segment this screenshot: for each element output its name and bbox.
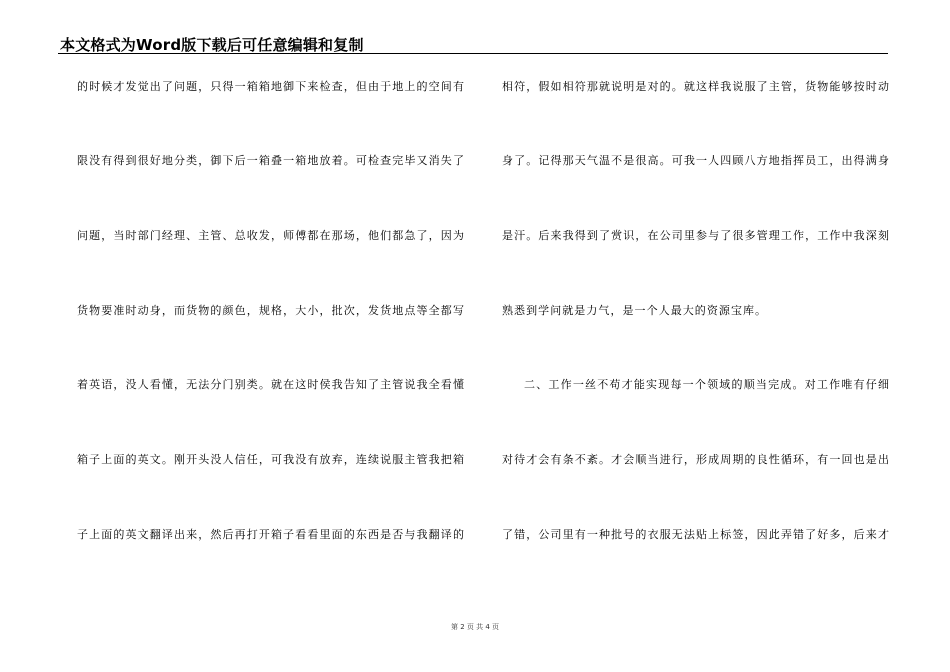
left-line-4: 货物要准时动身，而货物的颜色，规格，大小，批次，发货地点等全都写 (77, 304, 465, 317)
left-line-7: 子上面的英文翻译出来，然后再打开箱子看看里面的东西是否与我翻译的 (77, 528, 465, 541)
right-line-6: 对待才会有条不紊。才会顺当进行，形成周期的良性循环，有一回也是出 (502, 453, 890, 466)
right-line-2: 身了。记得那天气温不是很高。可我一人四顾八方地指挥员工，出得满身 (502, 154, 890, 167)
right-line-7: 了错，公司里有一种批号的衣服无法贴上标签，因此弄错了好多，后来才 (502, 528, 890, 541)
left-line-3: 问题，当时部门经理、主管、总收发，师傅都在那场，他们都急了，因为 (77, 229, 465, 242)
left-line-1: 的时候才发觉出了问题，只得一箱箱地御下来检查，但由于地上的空间有 (77, 80, 465, 93)
left-line-2: 限没有得到很好地分类，御下后一箱叠一箱地放着。可检查完毕又消失了 (77, 154, 465, 167)
left-line-5: 着英语，没人看懂，无法分门别类。就在这时侯我告知了主管说我全看懂 (77, 378, 465, 391)
right-line-3: 是汗。后来我得到了赏识，在公司里参与了很多管理工作，工作中我深刻 (502, 229, 890, 242)
page-number-footer: 第 2 页 共 4 页 (450, 623, 500, 631)
right-line-5: 二、工作一丝不苟才能实现每一个领域的顺当完成。对工作唯有仔细 (524, 378, 890, 391)
left-line-6: 箱子上面的英文。刚开头没人信任，可我没有放弃，连续说服主管我把箱 (77, 453, 465, 466)
document-header-title: 本文格式为Word版下载后可任意编辑和复制 (60, 36, 364, 54)
header-divider (58, 53, 888, 54)
right-line-4: 熟悉到学问就是力气，是一个人最大的资源宝库。 (502, 304, 768, 317)
right-line-1: 相符，假如相符那就说明是对的。就这样我说服了主管，货物能够按时动 (502, 80, 890, 93)
